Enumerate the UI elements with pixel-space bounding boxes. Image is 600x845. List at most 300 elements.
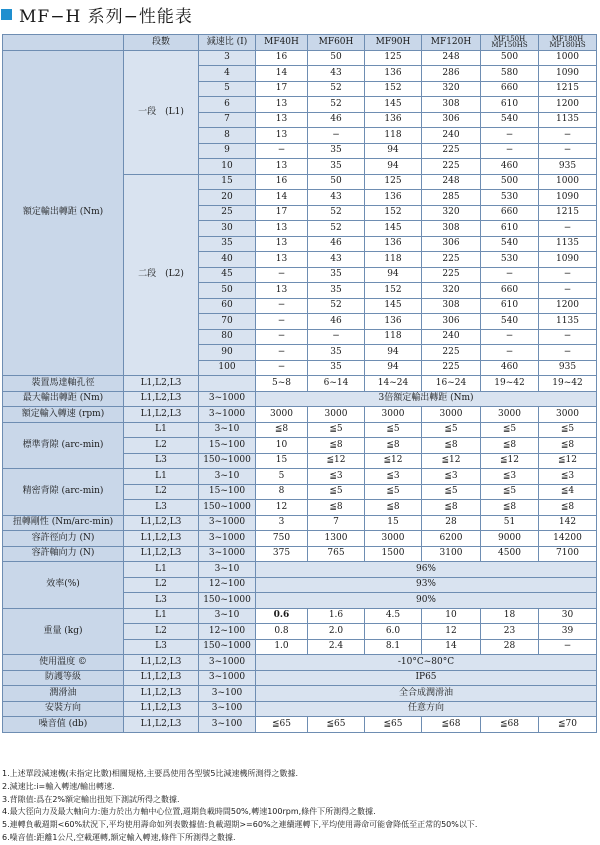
ratio-cell: 8 [199,128,256,144]
ratio-cell: 3~100 [199,717,256,733]
value-cell: ≦8 [365,438,422,454]
header-cell: MF150H MF150HS [481,35,539,51]
row-label: 裝置馬達軸孔徑 [3,376,124,392]
value-cell: ≦65 [365,717,422,733]
value-cell: 286 [422,66,481,82]
ratio-cell: 4 [199,66,256,82]
value-cell: 540 [481,112,539,128]
stage-cell: L1,L2,L3 [124,391,199,407]
value-cell: 530 [481,252,539,268]
ratio-cell: 20 [199,190,256,206]
ratio-cell: 15~100 [199,438,256,454]
value-cell: 1090 [539,252,597,268]
ratio-cell: 150~1000 [199,500,256,516]
value-cell: 8 [256,484,308,500]
ratio-cell: 45 [199,267,256,283]
value-cell: 5 [256,469,308,485]
stage-cell: L1 [124,422,199,438]
ratio-cell: 3~10 [199,422,256,438]
row-label: 扭轉剛性 (Nm/arc-min) [3,515,124,531]
value-cell: 8.1 [365,639,422,655]
value-cell: 46 [308,112,365,128]
value-cell: − [256,360,308,376]
stage-cell: L2 [124,624,199,640]
value-cell: 19~42 [481,376,539,392]
value-cell: ≦8 [481,438,539,454]
value-cell: ≦12 [365,453,422,469]
ratio-cell: 3~10 [199,608,256,624]
value-cell: 1135 [539,112,597,128]
value-cell: ≦8 [481,500,539,516]
value-cell: ≦3 [481,469,539,485]
row-label-rated-torque: 額定輸出轉距 (Nm) [3,50,124,376]
value-cell: 540 [481,314,539,330]
header-cell: MF60H [308,35,365,51]
ratio-cell: 80 [199,329,256,345]
stage-cell: L1,L2,L3 [124,655,199,671]
value-cell: 3000 [539,407,597,423]
value-cell: ≦68 [481,717,539,733]
value-cell: − [308,128,365,144]
value-cell: 136 [365,236,422,252]
ratio-cell: 150~1000 [199,453,256,469]
value-cell: 14 [422,639,481,655]
merged-value-cell: IP65 [256,670,597,686]
stage-cell: L3 [124,500,199,516]
value-cell: 118 [365,128,422,144]
value-cell: 500 [481,174,539,190]
value-cell: 308 [422,221,481,237]
ratio-cell: 12~100 [199,624,256,640]
value-cell: 136 [365,190,422,206]
value-cell: 142 [539,515,597,531]
ratio-cell: 6 [199,97,256,113]
value-cell: 94 [365,345,422,361]
value-cell: − [539,221,597,237]
value-cell: ≦5 [308,484,365,500]
value-cell: 5~8 [256,376,308,392]
value-cell: 28 [481,639,539,655]
value-cell: 118 [365,252,422,268]
value-cell: ≦4 [539,484,597,500]
table-row [3,655,597,671]
value-cell: 125 [365,174,422,190]
value-cell: 17 [256,205,308,221]
row-label: 標準背隙 (arc-min) [3,422,124,469]
value-cell: 3000 [365,531,422,547]
stage-cell: L2 [124,484,199,500]
value-cell: 1090 [539,66,597,82]
value-cell: 10 [256,438,308,454]
value-cell: 136 [365,314,422,330]
stage-label: 一段 (L1) [124,50,199,174]
value-cell: 320 [422,205,481,221]
value-cell: ≦68 [422,717,481,733]
stage-cell: L1 [124,469,199,485]
table-row [3,422,597,438]
value-cell: − [539,329,597,345]
ratio-cell [199,376,256,392]
value-cell: 225 [422,360,481,376]
value-cell: 13 [256,159,308,175]
stage-cell: L1 [124,562,199,578]
ratio-cell: 5 [199,81,256,97]
value-cell: 136 [365,112,422,128]
note-line: 3.背隙值:爲在2%額定輸出扭矩下測試所得之數據. [2,794,180,804]
value-cell: − [539,128,597,144]
ratio-cell: 10 [199,159,256,175]
title-bar [0,0,600,28]
row-label: 潤滑油 [3,686,124,702]
value-cell: 13 [256,252,308,268]
value-cell: 610 [481,298,539,314]
ratio-cell: 60 [199,298,256,314]
value-cell: 1215 [539,205,597,221]
value-cell: 240 [422,128,481,144]
header-cell [3,35,124,51]
value-cell: 15 [365,515,422,531]
value-cell: 3000 [422,407,481,423]
ratio-cell: 7 [199,112,256,128]
value-cell: 52 [308,81,365,97]
value-cell: − [256,143,308,159]
merged-value-cell: 93% [256,577,597,593]
value-cell: 13 [256,283,308,299]
value-cell: 306 [422,236,481,252]
value-cell: ≦5 [539,422,597,438]
ratio-cell: 9 [199,143,256,159]
ratio-cell: 25 [199,205,256,221]
row-label: 容許軸向力 (N) [3,546,124,562]
ratio-cell: 70 [199,314,256,330]
value-cell: 94 [365,143,422,159]
value-cell: 35 [308,360,365,376]
value-cell: 1135 [539,314,597,330]
value-cell: 18 [481,608,539,624]
merged-value-cell: 全合成潤滑油 [256,686,597,702]
ratio-cell: 3~1000 [199,655,256,671]
table-row [3,376,597,392]
ratio-cell: 100 [199,360,256,376]
value-cell: 9000 [481,531,539,547]
value-cell: 1135 [539,236,597,252]
value-cell: 6200 [422,531,481,547]
row-label: 容許徑向力 (N) [3,531,124,547]
value-cell: 0.6 [256,608,308,624]
value-cell: 660 [481,205,539,221]
value-cell: 43 [308,190,365,206]
value-cell: 248 [422,50,481,66]
value-cell: 610 [481,97,539,113]
row-label: 最大輸出轉距 (Nm) [3,391,124,407]
value-cell: 1090 [539,190,597,206]
value-cell: 12 [422,624,481,640]
value-cell: 16~24 [422,376,481,392]
stage-cell: L2 [124,577,199,593]
value-cell: 308 [422,298,481,314]
value-cell: 39 [539,624,597,640]
value-cell: 152 [365,205,422,221]
value-cell: ≦70 [539,717,597,733]
table-row [3,670,597,686]
value-cell: − [256,314,308,330]
value-cell: 1000 [539,50,597,66]
value-cell: 17 [256,81,308,97]
ratio-cell: 3~1000 [199,391,256,407]
value-cell: 306 [422,314,481,330]
stage-cell: L1 [124,608,199,624]
header-cell: MF120H [422,35,481,51]
value-cell: 13 [256,128,308,144]
value-cell: 12 [256,500,308,516]
title-square-icon [1,9,12,20]
value-cell: 145 [365,97,422,113]
value-cell: − [308,329,365,345]
value-cell: 13 [256,236,308,252]
value-cell: ≦8 [422,500,481,516]
value-cell: ≦12 [539,453,597,469]
ratio-cell: 3~1000 [199,670,256,686]
value-cell: 14 [256,66,308,82]
value-cell: ≦8 [422,438,481,454]
value-cell: − [256,345,308,361]
note-line: 4.最大徑向力及最大軸向力:施力於出力軸中心位置,週期負載時間50%,轉速100rpm,條件下所測得之數據. [2,807,376,817]
ratio-cell: 3~1000 [199,531,256,547]
ratio-cell: 3~10 [199,562,256,578]
value-cell: 1200 [539,298,597,314]
value-cell: 50 [308,174,365,190]
value-cell: ≦3 [539,469,597,485]
note-line: 6.噪音值:距離1公尺,空載運轉,額定輸入轉速,條件下所測得之數據. [2,832,236,842]
merged-value-cell: 3倍額定輸出轉距 (Nm) [256,391,597,407]
ratio-cell: 40 [199,252,256,268]
merged-value-cell: 任意方向 [256,701,597,717]
value-cell: 248 [422,174,481,190]
row-label: 安裝方向 [3,701,124,717]
value-cell: 16 [256,50,308,66]
value-cell: − [481,143,539,159]
value-cell: 660 [481,283,539,299]
spec-table [2,34,597,733]
value-cell: 225 [422,345,481,361]
value-cell: 118 [365,329,422,345]
ratio-cell: 3~100 [199,701,256,717]
stage-cell: L3 [124,453,199,469]
value-cell: − [481,345,539,361]
value-cell: 145 [365,298,422,314]
value-cell: ≦5 [365,422,422,438]
value-cell: 14 [256,190,308,206]
value-cell: 52 [308,205,365,221]
ratio-cell: 12~100 [199,577,256,593]
note-line: 1.上述單段減速機(未指定比數)相關規格,主要爲使用各型號5比減速機所測得之數據. [2,769,299,778]
table-row [3,391,597,407]
value-cell: 16 [256,174,308,190]
value-cell: ≦3 [422,469,481,485]
value-cell: 152 [365,283,422,299]
value-cell: 51 [481,515,539,531]
value-cell: − [256,329,308,345]
row-label: 重量 (kg) [3,608,124,655]
value-cell: 3 [256,515,308,531]
value-cell: 3000 [481,407,539,423]
value-cell: 3000 [365,407,422,423]
header-cell: 減速比 (I) [199,35,256,51]
value-cell: 580 [481,66,539,82]
row-label: 效率(%) [3,562,124,609]
table-row [3,50,597,66]
value-cell: 320 [422,81,481,97]
value-cell: 935 [539,360,597,376]
note-line: 2.減速比:i=輸入轉速/輸出轉速. [2,781,115,791]
header-cell: MF90H [365,35,422,51]
value-cell: 3100 [422,546,481,562]
value-cell: 4500 [481,546,539,562]
ratio-cell: 3 [199,50,256,66]
table-row [3,515,597,531]
value-cell: 2.4 [308,639,365,655]
value-cell: ≦5 [422,484,481,500]
value-cell: 1215 [539,81,597,97]
value-cell: ≦65 [308,717,365,733]
stage-cell: L1,L2,L3 [124,670,199,686]
value-cell: 460 [481,159,539,175]
value-cell: 94 [365,360,422,376]
stage-cell: L3 [124,639,199,655]
value-cell: − [481,128,539,144]
table-row [3,469,597,485]
value-cell: 240 [422,329,481,345]
ratio-cell: 3~10 [199,469,256,485]
value-cell: 14~24 [365,376,422,392]
value-cell: ≦5 [481,484,539,500]
value-cell: 610 [481,221,539,237]
value-cell: 530 [481,190,539,206]
value-cell: ≦5 [422,422,481,438]
value-cell: 136 [365,66,422,82]
value-cell: ≦8 [308,438,365,454]
value-cell: 1000 [539,174,597,190]
ratio-cell: 3~1000 [199,407,256,423]
value-cell: ≦12 [481,453,539,469]
stage-label: 二段 (L2) [124,174,199,376]
table-row [3,407,597,423]
ratio-cell: 3~1000 [199,515,256,531]
value-cell: ≦8 [256,422,308,438]
note-line: 5.連轉負載週期<60%狀況下,平均使用壽命如列表數據值:負載週期>=60%之連續運轉下,平均使用壽命可能會降低至正常的50%以下. [2,820,478,830]
value-cell: 94 [365,159,422,175]
table-row [3,717,597,733]
value-cell: 6.0 [365,624,422,640]
value-cell: 500 [481,50,539,66]
value-cell: − [539,345,597,361]
value-cell: 46 [308,236,365,252]
value-cell: 94 [365,267,422,283]
ratio-cell: 35 [199,236,256,252]
value-cell: ≦5 [365,484,422,500]
ratio-cell: 15 [199,174,256,190]
value-cell: 285 [422,190,481,206]
value-cell: − [539,283,597,299]
value-cell: 7100 [539,546,597,562]
value-cell: 52 [308,298,365,314]
value-cell: 13 [256,97,308,113]
value-cell: ≦8 [308,500,365,516]
value-cell: 3000 [256,407,308,423]
ratio-cell: 150~1000 [199,593,256,609]
value-cell: 765 [308,546,365,562]
stage-cell: L1,L2,L3 [124,407,199,423]
value-cell: 3000 [308,407,365,423]
value-cell: 7 [308,515,365,531]
ratio-cell: 30 [199,221,256,237]
value-cell: 10 [422,608,481,624]
value-cell: 125 [365,50,422,66]
value-cell: 540 [481,236,539,252]
stage-cell: L1,L2,L3 [124,531,199,547]
value-cell: ≦65 [256,717,308,733]
page-title: MF−H 系列−性能表 [19,6,193,27]
stage-cell: L2 [124,438,199,454]
value-cell: 35 [308,159,365,175]
value-cell: ≦5 [481,422,539,438]
value-cell: 308 [422,97,481,113]
table-row [3,701,597,717]
value-cell: 15 [256,453,308,469]
table-row [3,562,597,578]
value-cell: 306 [422,112,481,128]
table-row [3,686,597,702]
value-cell: 46 [308,314,365,330]
value-cell: 52 [308,221,365,237]
value-cell: 1300 [308,531,365,547]
ratio-cell: 3~1000 [199,546,256,562]
value-cell: ≦5 [308,422,365,438]
value-cell: 152 [365,81,422,97]
value-cell: − [539,143,597,159]
value-cell: 1200 [539,97,597,113]
value-cell: ≦3 [365,469,422,485]
value-cell: 30 [539,608,597,624]
value-cell: ≦8 [539,438,597,454]
merged-value-cell: 96% [256,562,597,578]
value-cell: 19~42 [539,376,597,392]
ratio-cell: 150~1000 [199,639,256,655]
value-cell: 35 [308,143,365,159]
value-cell: ≦12 [422,453,481,469]
value-cell: 660 [481,81,539,97]
row-label: 精密背隙 (arc-min) [3,469,124,516]
value-cell: 43 [308,66,365,82]
value-cell: 6~14 [308,376,365,392]
value-cell: 0.8 [256,624,308,640]
stage-cell: L1,L2,L3 [124,515,199,531]
ratio-cell: 15~100 [199,484,256,500]
stage-cell: L1,L2,L3 [124,701,199,717]
value-cell: − [256,267,308,283]
value-cell: − [256,298,308,314]
header-cell: MF40H [256,35,308,51]
stage-cell: L1,L2,L3 [124,376,199,392]
notes [2,768,600,845]
value-cell: 375 [256,546,308,562]
merged-value-cell: -10°C~80°C [256,655,597,671]
value-cell: 1.0 [256,639,308,655]
row-label: 額定輸入轉速 (rpm) [3,407,124,423]
value-cell: 50 [308,50,365,66]
value-cell: 1500 [365,546,422,562]
value-cell: ≦8 [365,500,422,516]
